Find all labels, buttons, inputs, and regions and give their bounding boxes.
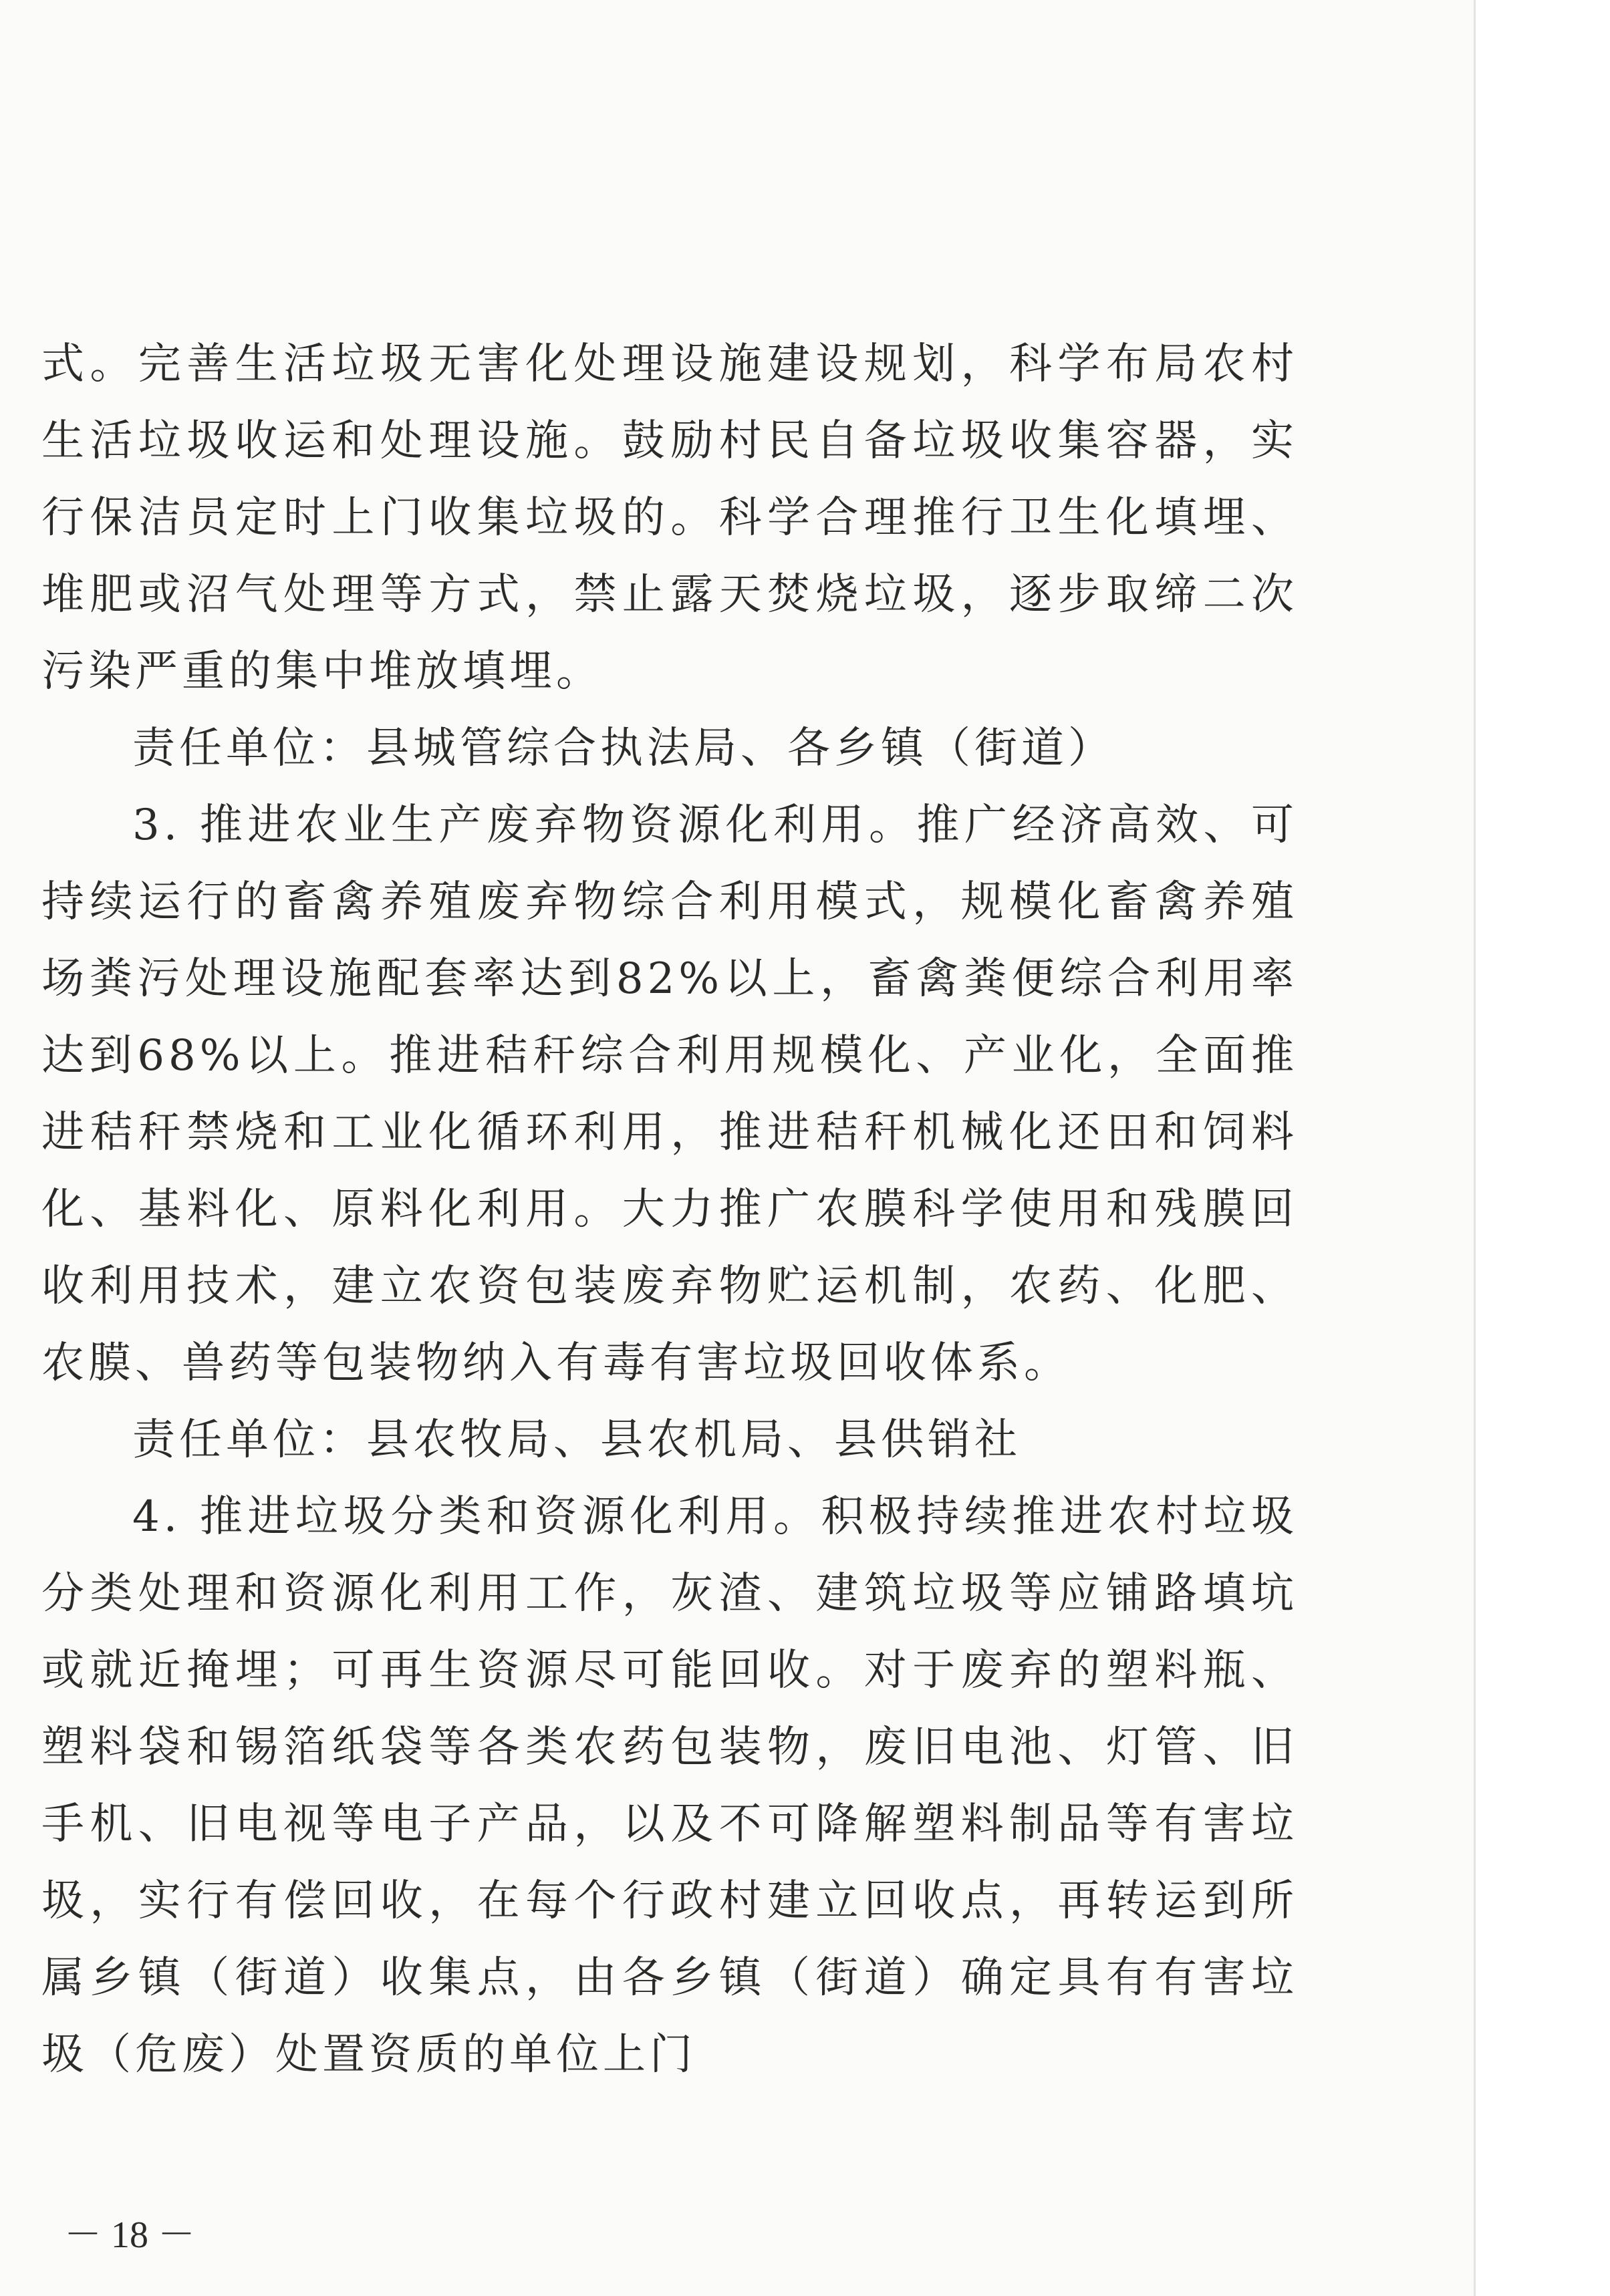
body-text: [41, 326, 1298, 2094]
paragraph-item-4: 4. 推进垃圾分类和资源化利用。积极持续推进农村垃圾分类处理和资源化利用工作，灰渣、建筑垃圾等应铺路填坑或就近掩埋；可再生资源尽可能回收。对于废弃的塑料瓶、塑料袋和锡箔纸袋等各类农药包装物，废旧电池、灯管、旧手机、旧电视等电子产品，以及不可降解塑料制品等有害垃圾，实行有偿回收，在每个行政村建立回收点，再转运到所属乡镇（街道）收集点，由各乡镇（街道）确定具有有害垃圾（危废）处置资质的单位上门: [41, 1492, 1298, 2079]
paragraph-continuation: 式。完善生活垃圾无害化处理设施建设规划，科学布局农村生活垃圾收运和处理设施。鼓励村民自备垃圾收集容器，实行保洁员定时上门收集垃圾的。科学合理推行卫生化填埋、堆肥或沼气处理等方式，禁止露天焚烧垃圾，逐步取缔二次污染严重的集中堆放填埋。: [41, 339, 1298, 696]
responsible-units-2: 责任单位：县农牧局、县农机局、县供销社: [132, 1415, 1021, 1465]
page-number: － 18 －: [64, 2214, 195, 2256]
scan-margin: [1474, 0, 1610, 2296]
responsible-units-1: 责任单位：县城管综合执法局、各乡镇（街道）: [132, 724, 1115, 773]
paragraph-item-3: 3. 推进农业生产废弃物资源化利用。推广经济高效、可持续运行的畜禽养殖废弃物综合利用模式，规模化畜禽养殖场粪污处理设施配套率达到82%以上，畜禽粪便综合利用率达到68%以上。推进秸秆综合利用规模化、产业化，全面推进秸秆禁烧和工业化循环利用，推进秸秆机械化还田和饲料化、基料化、原料化利用。大力推广农膜科学使用和残膜回收利用技术，建立农资包装废弃物贮运机制，农药、化肥、农膜、兽药等包装物纳入有毒有害垃圾回收体系。: [41, 801, 1298, 1388]
